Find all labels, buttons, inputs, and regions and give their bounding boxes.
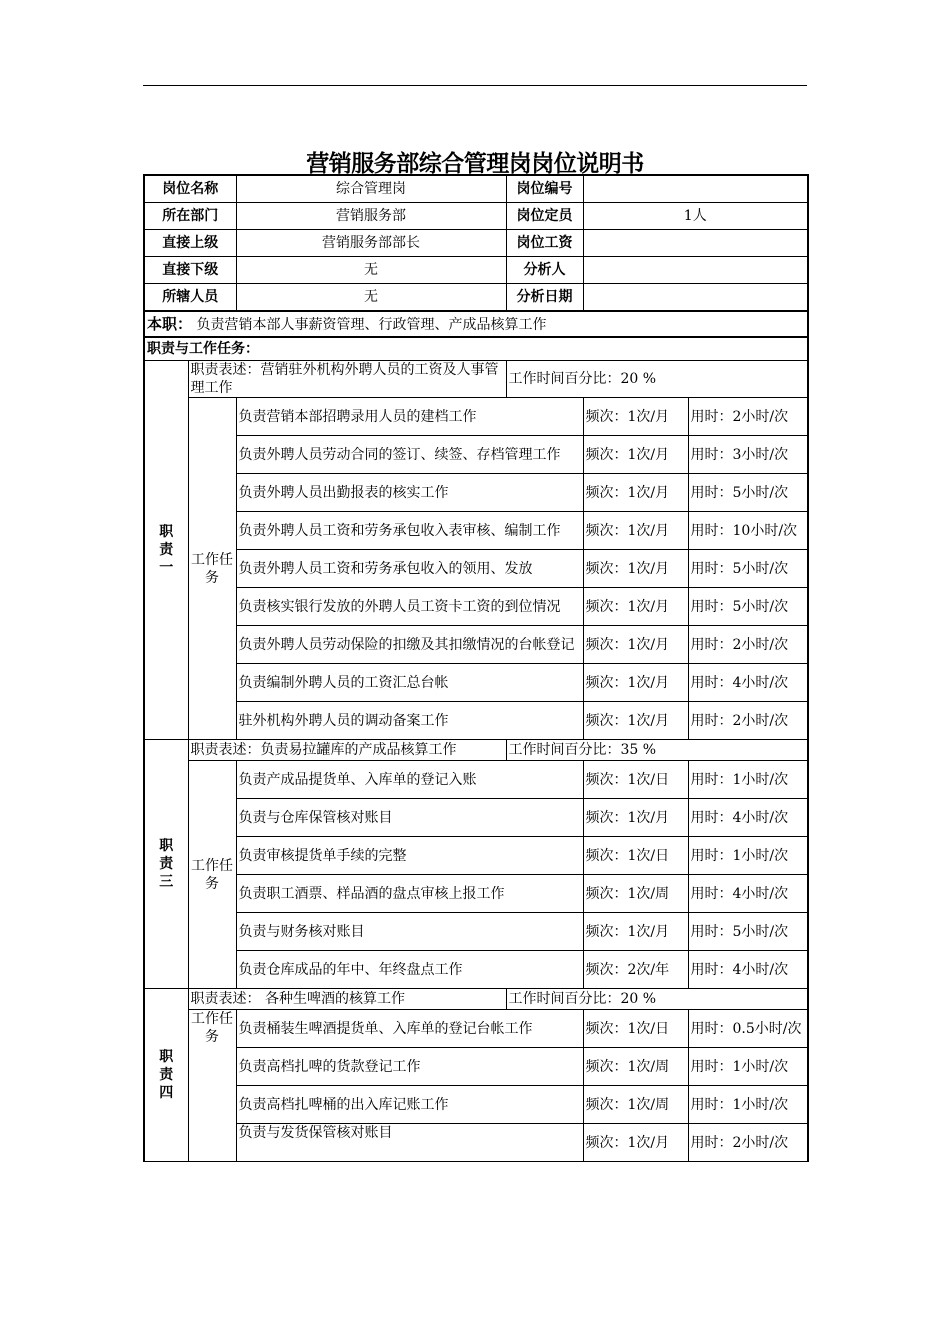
field-label: 所在部门 xyxy=(144,203,236,230)
task-row xyxy=(144,512,808,550)
duty-time-percent: 工作时间百分比：20 % xyxy=(506,361,808,398)
duty-desc-row xyxy=(144,989,808,1010)
task-frequency: 频次：1次/周 xyxy=(583,1086,688,1124)
task-duration: 用时：2小时/次 xyxy=(688,1124,808,1162)
role-label: 本职： xyxy=(147,314,193,333)
duty-name: 职责四 xyxy=(144,989,188,1162)
task-row xyxy=(144,626,808,664)
task-row xyxy=(144,398,808,436)
duty-time-percent: 工作时间百分比：35 % xyxy=(506,740,808,761)
top-rule xyxy=(143,85,807,86)
task-row xyxy=(144,474,808,512)
field-label: 岗位名称 xyxy=(144,175,236,203)
task-duration: 用时：1小时/次 xyxy=(688,837,808,875)
task-row xyxy=(144,550,808,588)
task-duration: 用时：5小时/次 xyxy=(688,913,808,951)
task-row xyxy=(144,1010,808,1048)
task-text: 负责核实银行发放的外聘人员工资卡工资的到位情况 xyxy=(236,588,583,626)
task-duration: 用时：2小时/次 xyxy=(688,398,808,436)
task-frequency: 频次：1次/月 xyxy=(583,512,688,550)
role-summary xyxy=(144,311,808,337)
task-text: 负责高档扎啤的货款登记工作 xyxy=(236,1048,583,1086)
task-frequency: 频次：1次/月 xyxy=(583,799,688,837)
field-label: 岗位工资 xyxy=(506,230,583,257)
task-text: 负责外聘人员劳动保险的扣缴及其扣缴情况的台帐登记 xyxy=(236,626,583,664)
task-text: 负责外聘人员工资和劳务承包收入的领用、发放 xyxy=(236,550,583,588)
field-value: 综合管理岗 xyxy=(236,175,506,203)
task-text: 负责产成品提货单、入库单的登记入账 xyxy=(236,761,583,799)
task-row xyxy=(144,588,808,626)
duty-name: 职责一 xyxy=(144,361,188,740)
task-frequency: 频次：1次/月 xyxy=(583,626,688,664)
field-value: 1人 xyxy=(583,203,808,230)
task-text: 负责职工酒票、样品酒的盘点审核上报工作 xyxy=(236,875,583,913)
page-title: 营销服务部综合管理岗岗位说明书 xyxy=(306,151,644,177)
task-duration: 用时：2小时/次 xyxy=(688,626,808,664)
task-text: 负责编制外聘人员的工资汇总台帐 xyxy=(236,664,583,702)
duty-desc-row xyxy=(144,361,808,398)
task-duration: 用时：5小时/次 xyxy=(688,474,808,512)
task-row xyxy=(144,436,808,474)
task-duration: 用时：1小时/次 xyxy=(688,1048,808,1086)
field-value: 无 xyxy=(236,257,506,284)
task-row xyxy=(144,799,808,837)
task-frequency: 频次：1次/周 xyxy=(583,875,688,913)
task-text: 负责桶装生啤酒提货单、入库单的登记台帐工作 xyxy=(236,1010,583,1048)
task-text: 负责与仓库保管核对账目 xyxy=(236,799,583,837)
task-duration: 用时：1小时/次 xyxy=(688,1086,808,1124)
header-row xyxy=(144,230,808,257)
task-row xyxy=(144,837,808,875)
role-text: 负责营销本部人事薪资管理、行政管理、产成品核算工作 xyxy=(196,316,547,333)
field-label: 直接上级 xyxy=(144,230,236,257)
field-label: 分析日期 xyxy=(506,284,583,312)
task-row xyxy=(144,761,808,799)
task-frequency: 频次：1次/月 xyxy=(583,474,688,512)
task-frequency: 频次：1次/月 xyxy=(583,436,688,474)
task-row xyxy=(144,1124,808,1162)
task-frequency: 频次：1次/日 xyxy=(583,837,688,875)
task-row xyxy=(144,951,808,989)
task-text: 驻外机构外聘人员的调动备案工作 xyxy=(236,702,583,740)
task-frequency: 频次：2次/年 xyxy=(583,951,688,989)
field-label: 分析人 xyxy=(506,257,583,284)
form-grid xyxy=(143,174,809,1162)
field-label: 岗位编号 xyxy=(506,175,583,203)
job-description-table xyxy=(143,174,807,1162)
task-duration: 用时：5小时/次 xyxy=(688,588,808,626)
duty-name: 职责三 xyxy=(144,740,188,989)
header-row xyxy=(144,257,808,284)
task-label: 工作任务 xyxy=(188,1010,236,1162)
header-row xyxy=(144,284,808,312)
task-text: 负责外聘人员工资和劳务承包收入表审核、编制工作 xyxy=(236,512,583,550)
header-row xyxy=(144,175,808,203)
task-duration: 用时：10小时/次 xyxy=(688,512,808,550)
task-duration: 用时：2小时/次 xyxy=(688,702,808,740)
task-row xyxy=(144,1086,808,1124)
task-text: 负责与发货保管核对账目 xyxy=(236,1124,583,1162)
field-label: 岗位定员 xyxy=(506,203,583,230)
task-frequency: 频次：1次/周 xyxy=(583,1048,688,1086)
field-value: 营销服务部 xyxy=(236,203,506,230)
task-label: 工作任务 xyxy=(188,761,236,989)
duty-description: 职责表述： 各种生啤酒的核算工作 xyxy=(188,989,506,1010)
task-text: 负责与财务核对账目 xyxy=(236,913,583,951)
task-text: 负责仓库成品的年中、年终盘点工作 xyxy=(236,951,583,989)
field-label: 直接下级 xyxy=(144,257,236,284)
task-text: 负责高档扎啤桶的出入库记账工作 xyxy=(236,1086,583,1124)
field-value xyxy=(583,284,808,312)
task-duration: 用时：4小时/次 xyxy=(688,951,808,989)
task-frequency: 频次：1次/月 xyxy=(583,664,688,702)
field-value xyxy=(583,230,808,257)
task-text: 负责营销本部招聘录用人员的建档工作 xyxy=(236,398,583,436)
task-label: 工作任务 xyxy=(188,398,236,740)
task-duration: 用时：4小时/次 xyxy=(688,664,808,702)
task-duration: 用时：0.5小时/次 xyxy=(688,1010,808,1048)
task-text: 负责外聘人员劳动合同的签订、续签、存档管理工作 xyxy=(236,436,583,474)
task-duration: 用时：1小时/次 xyxy=(688,761,808,799)
task-row xyxy=(144,664,808,702)
task-frequency: 频次：1次/月 xyxy=(583,1124,688,1162)
header-row xyxy=(144,203,808,230)
task-row xyxy=(144,875,808,913)
task-frequency: 频次：1次/月 xyxy=(583,398,688,436)
task-duration: 用时：5小时/次 xyxy=(688,550,808,588)
field-label: 所辖人员 xyxy=(144,284,236,312)
task-row xyxy=(144,1048,808,1086)
task-row xyxy=(144,913,808,951)
field-value: 无 xyxy=(236,284,506,312)
task-text: 负责外聘人员出勤报表的核实工作 xyxy=(236,474,583,512)
task-duration: 用时：4小时/次 xyxy=(688,799,808,837)
duty-desc-row xyxy=(144,740,808,761)
duty-description: 职责表述：营销驻外机构外聘人员的工资及人事管理工作 xyxy=(188,361,506,398)
task-frequency: 频次：1次/月 xyxy=(583,550,688,588)
section-label: 职责与工作任务： xyxy=(144,337,808,361)
field-value xyxy=(583,257,808,284)
task-frequency: 频次：1次/月 xyxy=(583,588,688,626)
field-value: 营销服务部部长 xyxy=(236,230,506,257)
task-frequency: 频次：1次/月 xyxy=(583,913,688,951)
task-row xyxy=(144,702,808,740)
field-value xyxy=(583,175,808,203)
task-text: 负责审核提货单手续的完整 xyxy=(236,837,583,875)
duty-time-percent: 工作时间百分比：20 % xyxy=(506,989,808,1010)
task-frequency: 频次：1次/日 xyxy=(583,1010,688,1048)
task-duration: 用时：4小时/次 xyxy=(688,875,808,913)
task-duration: 用时：3小时/次 xyxy=(688,436,808,474)
task-frequency: 频次：1次/日 xyxy=(583,761,688,799)
task-frequency: 频次：1次/月 xyxy=(583,702,688,740)
duty-description: 职责表述：负责易拉罐库的产成品核算工作 xyxy=(188,740,506,761)
